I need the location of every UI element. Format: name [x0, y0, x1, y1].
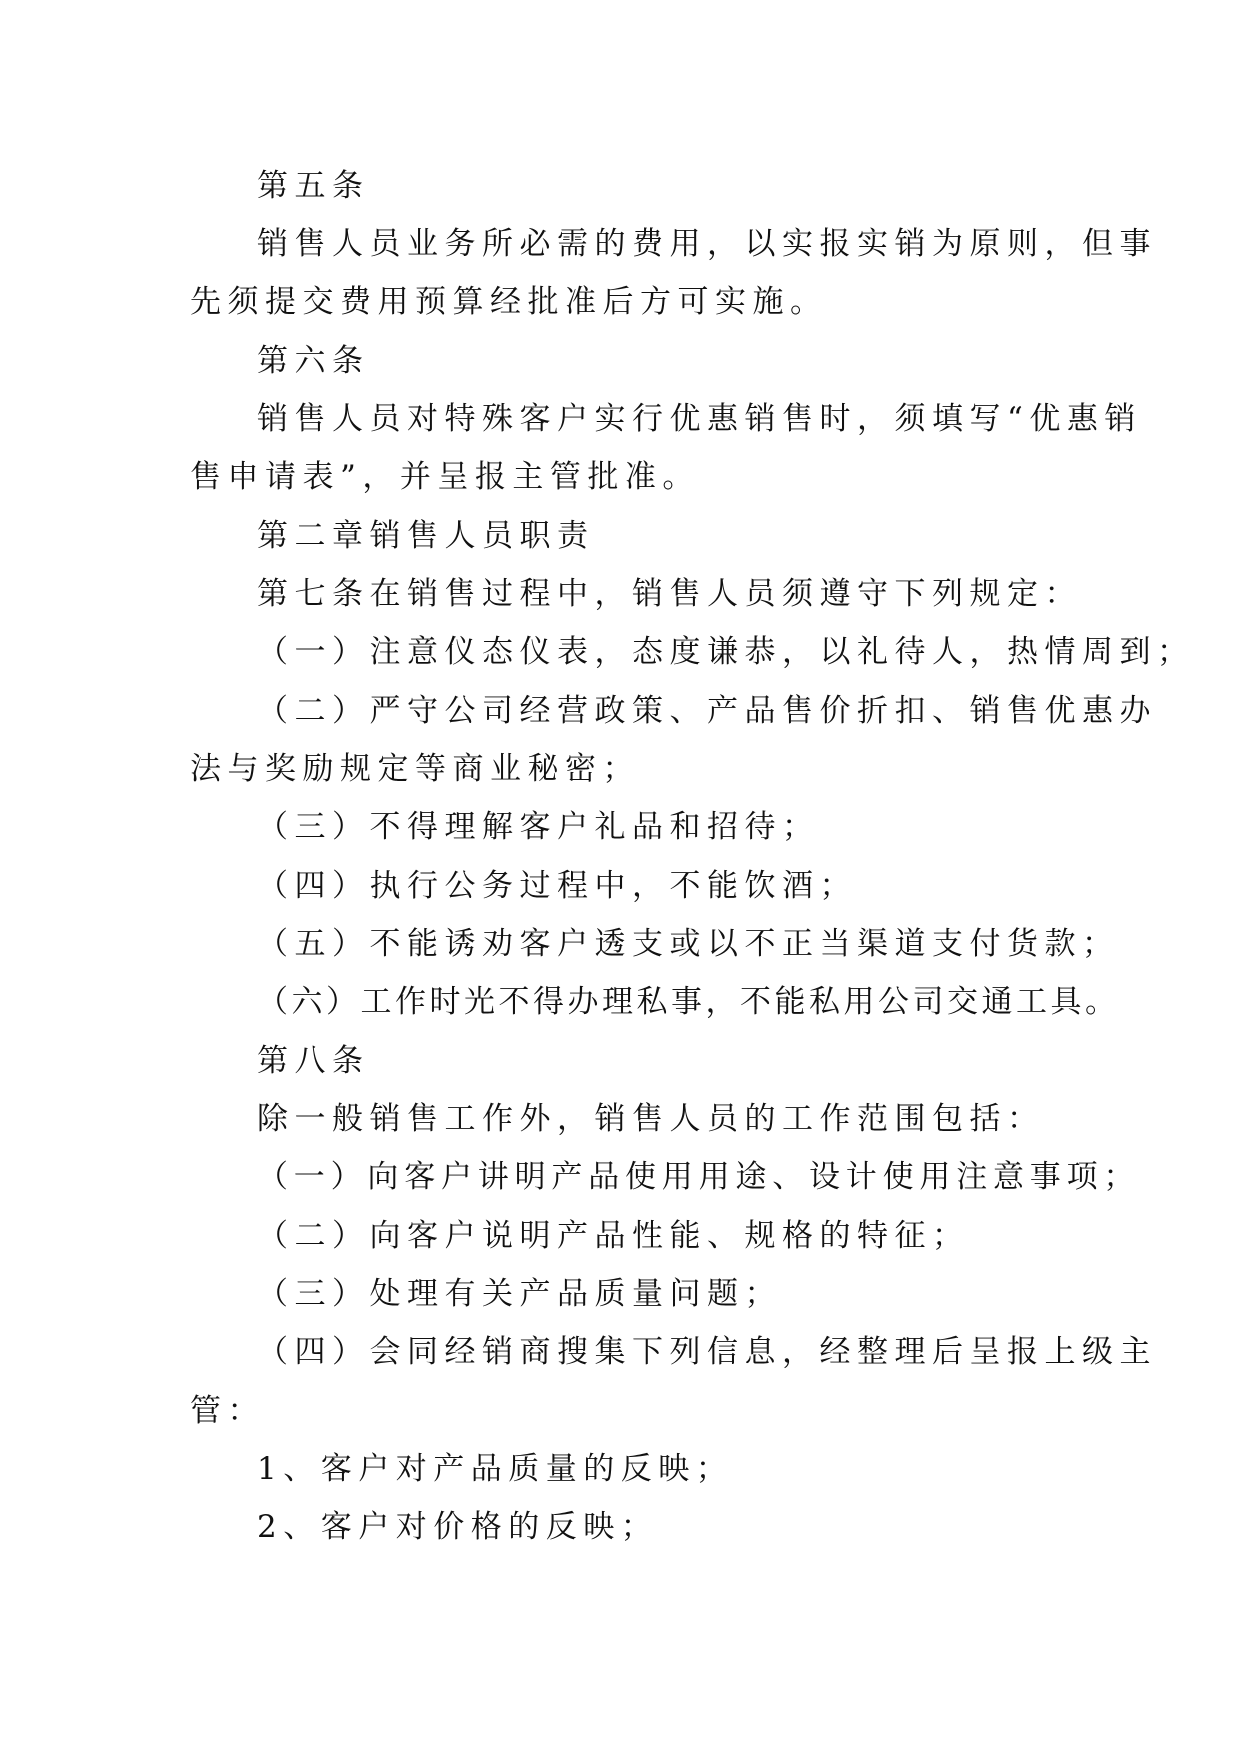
list-item: 2、客户对价格的反映； — [257, 1509, 659, 1545]
list-item: （一）向客户讲明产品使用用途、设计使用注意事项； — [257, 1159, 1141, 1195]
list-item: （五）不能诱劝客户透支或以不正当渠道支付货款； — [257, 926, 1120, 962]
article-7-line: 第七条在销售过程中，销售人员须遵守下列规定： — [257, 576, 1082, 612]
list-item: （二）向客户说明产品性能、规格的特征； — [257, 1218, 970, 1254]
list-item: （一）注意仪态仪表，态度谦恭，以礼待人，热情周到； — [257, 634, 1195, 670]
list-item: （二）严守公司经营政策、产品售价折扣、销售优惠办 — [257, 693, 1157, 729]
chapter-2-heading: 第二章销售人员职责 — [257, 518, 595, 554]
paragraph-line: 销售人员对特殊客户实行优惠销售时，须填写“优惠销 — [257, 401, 1142, 437]
list-item: 1、客户对产品质量的反映； — [257, 1451, 734, 1487]
article-6-heading: 第六条 — [257, 343, 370, 379]
article-8-heading: 第八条 — [257, 1043, 370, 1079]
list-item: （三）不得理解客户礼品和招待； — [257, 809, 820, 845]
paragraph-line: 除一般销售工作外，销售人员的工作范围包括： — [257, 1101, 1045, 1137]
list-item: （四）执行公务过程中，不能饮酒； — [257, 868, 857, 904]
paragraph-line: 先须提交费用预算经批准后方可实施。 — [190, 284, 828, 320]
list-item: （三）处理有关产品质量问题； — [257, 1276, 782, 1312]
paragraph-line: 管： — [190, 1393, 265, 1429]
paragraph-line: 售申请表”，并呈报主管批准。 — [190, 459, 700, 495]
paragraph-line: 法与奖励规定等商业秘密； — [190, 751, 640, 787]
list-item: （四）会同经销商搜集下列信息，经整理后呈报上级主 — [257, 1334, 1157, 1370]
paragraph-line: 销售人员业务所必需的费用，以实报实销为原则，但事 — [257, 226, 1157, 262]
list-item: （六）工作时光不得办理私事，不能私用公司交通工具。 — [257, 984, 1120, 1020]
article-5-heading: 第五条 — [257, 168, 370, 204]
